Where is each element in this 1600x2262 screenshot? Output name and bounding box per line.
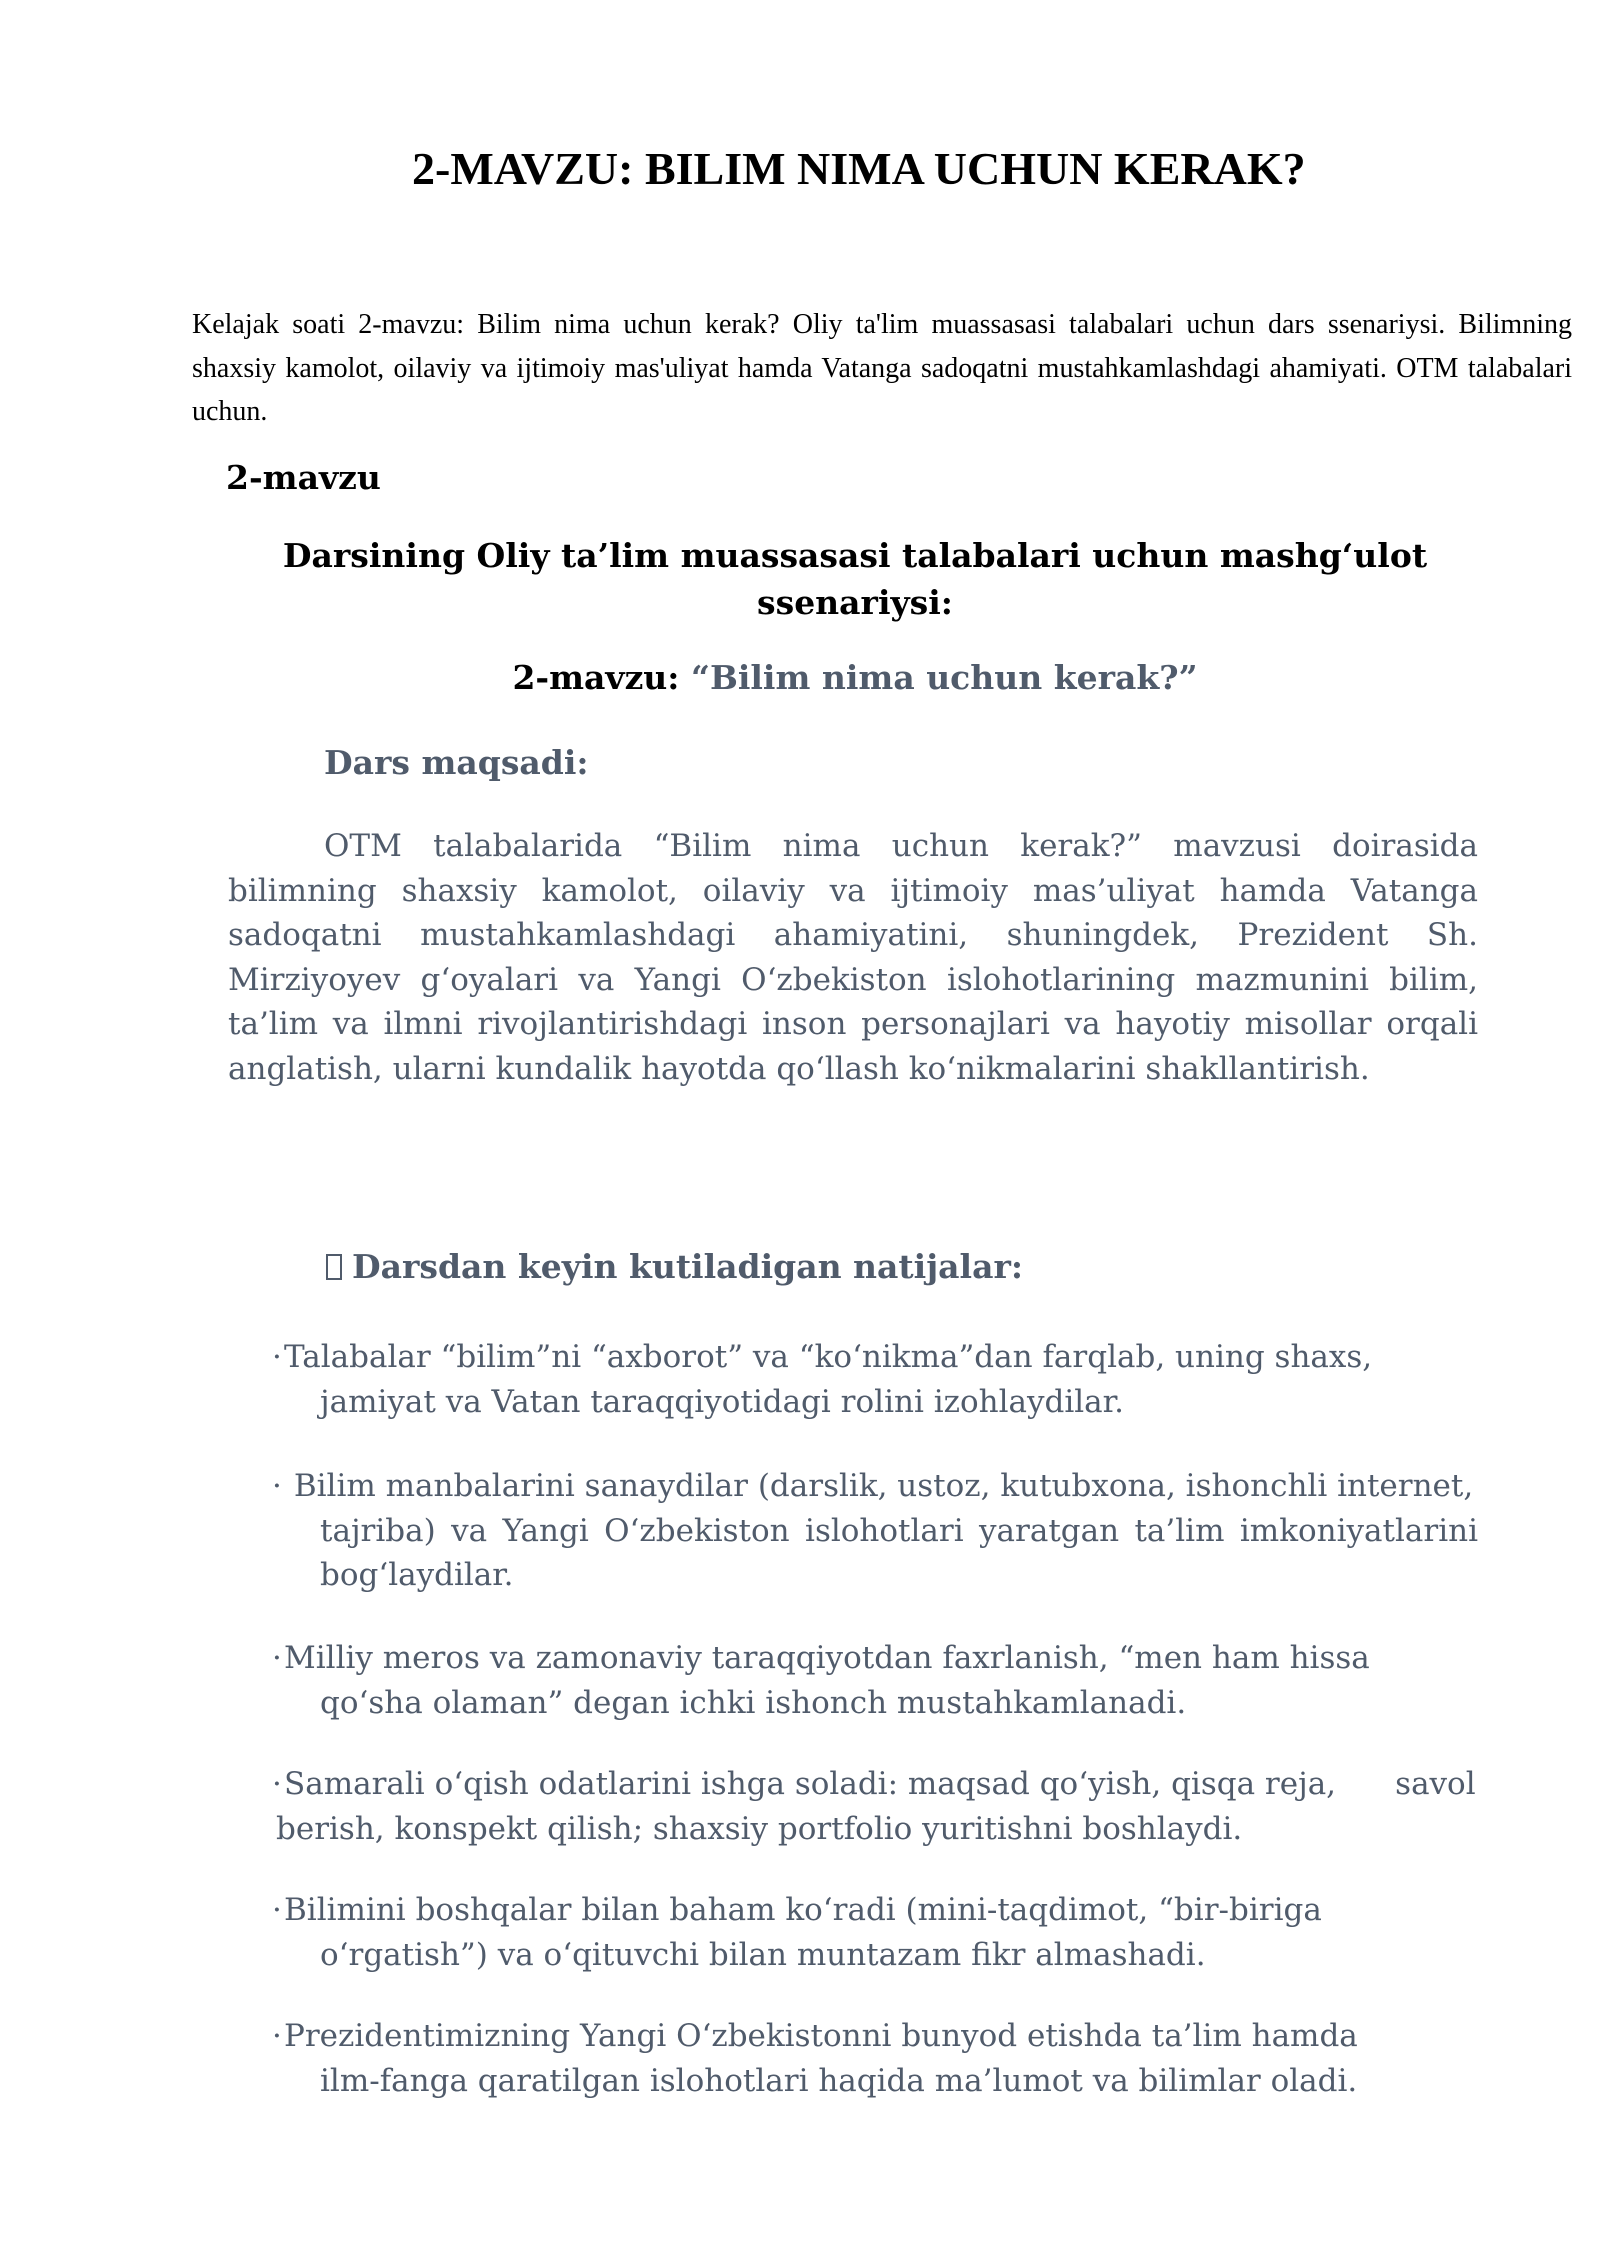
result-continuation: berish, konspekt qilish; shaxsiy portfolio yuritishni boshlaydi.	[276, 1810, 1243, 1847]
result-item	[272, 1762, 1532, 1851]
results-heading-label: Darsdan keyin kutiladigan natijalar:	[352, 1247, 1024, 1286]
result-item	[272, 1335, 1502, 1424]
topic-line-prefix: 2-mavzu:	[512, 658, 691, 697]
missing-glyph-icon	[326, 1254, 342, 1280]
topic-label: 2-mavzu	[226, 458, 381, 497]
result-continuation: tajriba) va Yangi O‘zbekiston islohotlari yaratgan ta’lim imkoniyatlarini bog‘laydilar.	[320, 1512, 1478, 1593]
bullet-icon: ·	[272, 2018, 282, 2054]
scenario-heading: Darsining Oliy ta’lim muassasasi talabalari uchun mashg‘ulot ssenariysi:	[282, 536, 1428, 622]
result-continuation: ilm-fanga qaratilgan islohotlari haqida ma’lumot va bilimlar oladi.	[320, 2062, 1358, 2099]
topic-line-quote: “Bilim nima uchun kerak?”	[690, 658, 1198, 697]
result-item	[272, 1636, 1502, 1725]
result-continuation: qo‘sha olaman” degan ichki ishonch mustahkamlanadi.	[320, 1684, 1187, 1721]
bullet-icon: ·	[272, 1892, 282, 1928]
result-first-line: Bilim manbalarini sanaydilar (darslik, ustoz, kutubxona, ishonchli internet,	[284, 1468, 1474, 1504]
goal-heading: Dars maqsadi:	[324, 743, 589, 782]
bullet-icon: ·	[272, 1468, 282, 1504]
bullet-icon: ·	[272, 1640, 282, 1676]
result-first-line: Bilimini boshqalar bilan baham ko‘radi (mini-taqdimot, “bir-biriga	[284, 1892, 1322, 1928]
goal-paragraph: OTM talabalarida “Bilim nima uchun kerak?” mavzusi doirasida bilimning shaxsiy kamolot, oilaviy va ijtimoiy mas’uliyat hamda Vatanga sadoqatni mustahkamlashdagi ahamiyatini, shuningdek, Prezident Sh. Mirziyoyev g‘oyalari va Yangi O‘zbekiston islohotlarining mazmunini bilim, ta’lim va ilmni rivojlantirishdagi inson personajlari va hayotiy misollar orqali anglatish, ularni kundalik hayotda qo‘llash ko‘nikmalarini shakllantirish.	[228, 828, 1478, 1087]
results-heading	[326, 1247, 1023, 1286]
result-first-line: Prezidentimizning Yangi O‘zbekistonni bunyod etishda ta’lim hamda	[284, 2018, 1358, 2054]
result-first-line: Milliy meros va zamonaviy taraqqiyotdan faxrlanish, “men ham hissa	[284, 1640, 1370, 1676]
bullet-icon: ·	[272, 1766, 282, 1802]
result-first-line: Samarali o‘qish odatlarini ishga soladi: maqsad qo‘yish, qisqa reja, savol	[284, 1766, 1476, 1802]
topic-line	[280, 658, 1430, 697]
result-item	[272, 2014, 1502, 2103]
result-item	[272, 1464, 1478, 1598]
result-continuation: o‘rgatish”) va o‘qituvchi bilan muntazam fikr almashadi.	[320, 1936, 1206, 1973]
intro-paragraph: Kelajak soati 2-mavzu: Bilim nima uchun kerak? Oliy ta'lim muassasasi talabalari uchun dars ssenariysi. Bilimning shaxsiy kamolot, oilaviy va ijtimoiy mas'uliyat hamda Vatanga sadoqatni mustahkamlashdagi ahamiyati. OTM talabalari uchun.	[192, 309, 1572, 427]
result-continuation: jamiyat va Vatan taraqqiyotidagi rolini izohlaydilar.	[320, 1383, 1124, 1420]
bullet-icon: ·	[272, 1339, 282, 1375]
page-title: 2-MAVZU: BILIM NIMA UCHUN KERAK?	[412, 143, 1306, 194]
result-item	[272, 1888, 1502, 1977]
result-first-line: Talabalar “bilim”ni “axborot” va “ko‘nikma”dan farqlab, uning shaxs,	[284, 1339, 1373, 1375]
